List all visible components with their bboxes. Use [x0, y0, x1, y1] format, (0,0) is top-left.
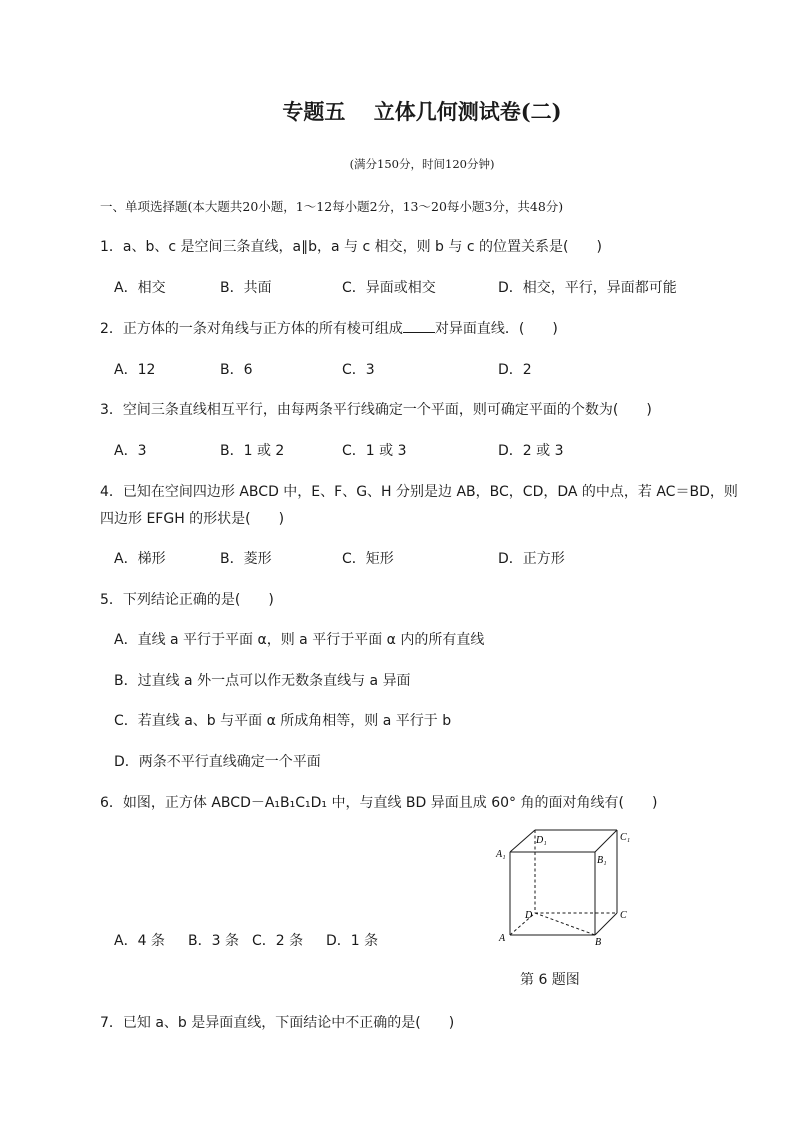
question-5-stem: 5．下列结论正确的是( ) — [100, 592, 274, 608]
q1-option-d: D．相交，平行，异面都可能 — [498, 280, 677, 296]
q5-option-a: A．直线 a 平行于平面 α，则 a 平行于平面 α 内的所有直线 — [114, 632, 485, 648]
q1-option-c: C．异面或相交 — [342, 280, 436, 296]
label-c1: C₁ — [620, 832, 631, 843]
q6-option-b: B．3 条 — [188, 933, 239, 949]
q1-option-a: A．相交 — [114, 280, 166, 296]
q3-option-a: A．3 — [114, 443, 147, 459]
question-4-stem-line1: 4．已知在空间四边形 ABCD 中，E、F、G、H 分别是边 AB，BC，CD，DA 的中点，若 AC＝BD，则 — [100, 484, 738, 500]
q2-option-d: D．2 — [498, 362, 532, 378]
q6-option-a: A．4 条 — [114, 933, 165, 949]
page-title: 专题五 立体几何测试卷(二) — [282, 99, 562, 124]
label-a: A — [499, 933, 506, 944]
label-c: C — [620, 910, 627, 921]
q1-option-b: B．共面 — [220, 280, 272, 296]
diagonal-bd-hidden — [535, 913, 595, 935]
edge-b1c1 — [595, 830, 617, 852]
q5-option-b: B．过直线 a 外一点可以作无数条直线与 a 异面 — [114, 673, 411, 689]
question-4-stem-line2: 四边形 EFGH 的形状是( ) — [100, 511, 285, 527]
section-heading: 一、单项选择题(本大题共20小题，1～12每小题2分，13～20每小题3分，共48分) — [100, 199, 564, 214]
edge-bc — [595, 913, 617, 935]
q6-option-c: C．2 条 — [252, 933, 304, 949]
q2-option-b: B．6 — [220, 362, 253, 378]
label-b1: B₁ — [597, 855, 607, 866]
question-3-stem: 3．空间三条直线相互平行，由每两条平行线确定一个平面，则可确定平面的个数为( ) — [100, 402, 652, 418]
q5-option-d: D．两条不平行直线确定一个平面 — [114, 754, 321, 770]
cube-figure — [490, 822, 640, 952]
label-d: D — [525, 910, 533, 921]
q4-option-c: C．矩形 — [342, 551, 394, 567]
label-a1: A₁ — [496, 849, 506, 860]
q5-option-c: C．若直线 a、b 与平面 α 所成角相等，则 a 平行于 b — [114, 713, 452, 729]
q3-option-b: B．1 或 2 — [220, 443, 285, 459]
label-b: B — [595, 937, 602, 948]
q4-option-d: D．正方形 — [498, 551, 565, 567]
q2-option-c: C．3 — [342, 362, 375, 378]
q4-option-b: B．菱形 — [220, 551, 272, 567]
question-2-stem — [100, 318, 558, 338]
label-d1: D₁ — [536, 835, 547, 846]
q6-option-d: D．1 条 — [326, 933, 379, 949]
q2-stem-after: 对异面直线．( ) — [434, 321, 558, 337]
q4-option-a: A．梯形 — [114, 551, 166, 567]
q2-stem-before: 2．正方体的一条对角线与正方体的所有棱可组成 — [100, 321, 403, 337]
exam-info: (满分150分，时间120分钟) — [349, 157, 495, 171]
q3-option-c: C．1 或 3 — [342, 443, 407, 459]
question-1-stem: 1．a、b、c 是空间三条直线，a∥b，a 与 c 相交，则 b 与 c 的位置关系是( ) — [100, 239, 602, 255]
q2-answer-blank — [403, 320, 435, 333]
question-6-stem: 6．如图，正方体 ABCD－A₁B₁C₁D₁ 中，与直线 BD 异面且成 60° 角的面对角线有( ) — [100, 795, 658, 811]
question-7-stem: 7．已知 a、b 是异面直线，下面结论中不正确的是( ) — [100, 1015, 455, 1031]
q3-option-d: D．2 或 3 — [498, 443, 564, 459]
figure-caption: 第 6 题图 — [520, 972, 580, 988]
q2-option-a: A．12 — [114, 362, 156, 378]
edge-a1d1 — [510, 830, 535, 852]
